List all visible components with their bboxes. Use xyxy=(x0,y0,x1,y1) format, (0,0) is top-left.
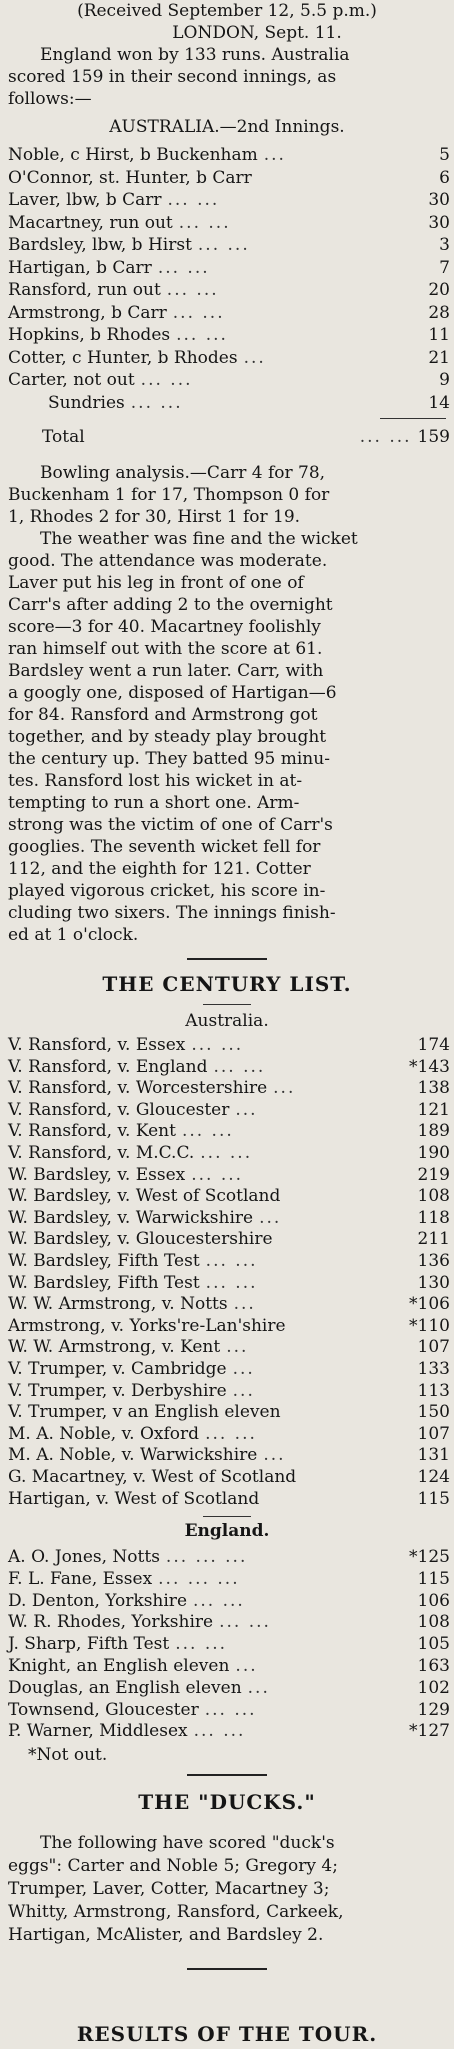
score-value: 118 xyxy=(417,1207,450,1228)
score-row xyxy=(0,1250,454,1272)
score-value: 190 xyxy=(417,1143,450,1163)
player-entry: Cotter, c Hunter, b Rhodes xyxy=(8,347,238,368)
score-row xyxy=(0,234,454,256)
score-row xyxy=(0,1056,454,1078)
report-line: score—3 for 40. Macartney foolishly xyxy=(8,617,321,637)
score-value: 30 xyxy=(428,190,450,210)
score-value: 108 xyxy=(417,1186,450,1207)
ducks-line: Trumper, Laver, Cotter, Macartney 3; xyxy=(8,1879,330,1899)
player-entry: Armstrong, v. Yorks're-Lan'shire xyxy=(8,1315,286,1336)
received-line: (Received September 12, 5.5 p.m.) xyxy=(77,1,377,21)
ducks-line: Hartigan, McAlister, and Bardsley 2. xyxy=(8,1925,324,1945)
leader-dots: ... xyxy=(232,1359,255,1379)
score-row xyxy=(0,347,454,369)
score-row xyxy=(0,1611,454,1633)
leader-dots: ... ... xyxy=(205,1423,257,1444)
not-out-note: *Not out. xyxy=(28,1745,108,1765)
player-entry: V. Ransford, v. Gloucester xyxy=(8,1099,230,1120)
leader-dots: ... ... ... xyxy=(165,1547,248,1567)
report-line: 1, Rhodes 2 for 30, Hirst 1 for 19. xyxy=(8,507,301,527)
score-value: 14 xyxy=(428,392,450,413)
score-value: 105 xyxy=(417,1634,450,1655)
score-row xyxy=(0,302,454,324)
report-line: cluding two sixers. The innings finish- xyxy=(8,903,336,923)
section-rule xyxy=(187,1968,267,1970)
player-entry: Hartigan, b Carr xyxy=(8,257,152,278)
section-rule xyxy=(187,1774,267,1776)
player-entry: Hopkins, b Rhodes xyxy=(8,325,171,345)
score-row xyxy=(0,1546,454,1568)
score-value: *110 xyxy=(409,1315,450,1336)
score-row xyxy=(0,1293,454,1315)
score-value: 174 xyxy=(417,1035,450,1055)
score-value: 115 xyxy=(417,1568,450,1589)
score-value: 136 xyxy=(417,1251,450,1271)
player-entry: Noble, c Hirst, b Buckenham xyxy=(8,145,258,165)
player-entry: Hartigan, v. West of Scotland xyxy=(8,1488,260,1509)
total-dots: ... ... xyxy=(359,427,412,447)
player-entry: W. W. Armstrong, v. Kent xyxy=(8,1337,221,1358)
report-line: the century up. They batted 95 minu- xyxy=(8,749,330,769)
leader-dots: ... xyxy=(243,347,266,368)
score-value: 115 xyxy=(417,1488,450,1509)
score-value: 106 xyxy=(417,1590,450,1611)
report-line: good. The attendance was moderate. xyxy=(8,551,328,571)
report-line: a googly one, disposed of Hartigan—6 xyxy=(8,683,337,703)
report-line: Laver put his leg in front of one of xyxy=(8,573,304,593)
score-value: 211 xyxy=(417,1229,450,1250)
score-value: *125 xyxy=(409,1547,450,1567)
score-row xyxy=(0,1272,454,1294)
subsection-rule xyxy=(203,1004,251,1005)
score-value: 20 xyxy=(428,280,450,300)
leader-dots: ... xyxy=(263,145,286,165)
leader-dots: ... ... xyxy=(140,370,193,390)
player-entry: M. A. Noble, v. Oxford xyxy=(8,1423,200,1444)
score-row xyxy=(0,1077,454,1099)
score-value: 150 xyxy=(417,1402,450,1423)
report-line: together, and by steady play brought xyxy=(8,727,327,747)
score-row xyxy=(0,167,454,189)
section-rule xyxy=(187,958,267,960)
score-value: 21 xyxy=(428,347,450,368)
leader-dots: ... xyxy=(235,1656,258,1676)
score-value: 138 xyxy=(417,1078,450,1099)
score-row xyxy=(0,279,454,301)
score-row xyxy=(0,189,454,211)
player-entry: A. O. Jones, Notts xyxy=(8,1547,160,1567)
player-entry: V. Ransford, v. Essex xyxy=(8,1035,186,1055)
report-line: Bowling analysis.—Carr 4 for 78, xyxy=(40,463,326,483)
ducks-line: The following have scored "duck's xyxy=(40,1833,335,1853)
player-entry: M. A. Noble, v. Warwickshire xyxy=(8,1445,258,1466)
player-entry: Douglas, an English eleven xyxy=(8,1677,242,1698)
leader-dots: ... ... ... xyxy=(158,1568,240,1589)
leader-dots: ... xyxy=(263,1445,286,1466)
score-value: *143 xyxy=(409,1056,450,1077)
leader-dots: ... xyxy=(259,1207,282,1228)
ducks-line: eggs": Carter and Noble 5; Gregory 4; xyxy=(8,1856,338,1876)
intro-line: England won by 133 runs. Australia xyxy=(40,45,350,65)
player-entry: V. Trumper, v. Derbyshire xyxy=(8,1380,227,1401)
score-value: 28 xyxy=(428,302,450,323)
century-heading: THE CENTURY LIST. xyxy=(102,972,352,996)
player-entry: F. L. Fane, Essex xyxy=(8,1568,153,1589)
report-line: Bardsley went a run later. Carr, with xyxy=(8,661,324,681)
report-line: Buckenham 1 for 17, Thompson 0 for xyxy=(8,485,330,505)
player-entry: V. Ransford, v. Kent xyxy=(8,1121,176,1142)
score-row xyxy=(0,1185,454,1207)
score-row xyxy=(0,212,454,234)
score-value: 30 xyxy=(428,212,450,233)
total-rule xyxy=(380,418,446,419)
score-row xyxy=(0,1444,454,1466)
innings-heading: AUSTRALIA.—2nd Innings. xyxy=(109,117,345,137)
score-value: 133 xyxy=(417,1359,450,1379)
score-row xyxy=(0,1488,454,1510)
score-value: 124 xyxy=(417,1467,450,1487)
score-row xyxy=(0,1590,454,1612)
total-label: Total xyxy=(42,427,85,447)
player-entry: J. Sharp, Fifth Test xyxy=(8,1634,170,1655)
leader-dots: ... ... xyxy=(219,1612,271,1633)
leader-dots: ... ... xyxy=(205,1251,258,1271)
score-value: 102 xyxy=(417,1677,450,1698)
score-value: 11 xyxy=(428,325,450,345)
leader-dots: ... ... xyxy=(193,1590,245,1611)
score-row xyxy=(0,1120,454,1142)
leader-dots: ... ... xyxy=(204,1699,257,1720)
player-entry: W. Bardsley, Fifth Test xyxy=(8,1272,200,1293)
report-line: strong was the victim of one of Carr's xyxy=(8,815,333,835)
report-line: googlies. The seventh wicket fell for xyxy=(8,837,321,857)
player-entry: W. Bardsley, v. Warwickshire xyxy=(8,1207,254,1228)
score-value: 121 xyxy=(417,1099,450,1120)
score-row xyxy=(0,144,454,166)
score-value: 131 xyxy=(417,1445,450,1466)
player-entry: Townsend, Gloucester xyxy=(8,1699,199,1720)
score-value: 189 xyxy=(417,1121,450,1142)
player-entry: Bardsley, lbw, b Hirst xyxy=(8,235,192,255)
score-value: 7 xyxy=(439,257,450,278)
player-entry: O'Connor, st. Hunter, b Carr xyxy=(8,167,252,188)
score-value: 113 xyxy=(417,1380,450,1401)
score-value: *106 xyxy=(409,1294,450,1315)
score-row xyxy=(0,1677,454,1699)
leader-dots: ... ... xyxy=(205,1272,258,1293)
player-entry: W. R. Rhodes, Yorkshire xyxy=(8,1612,214,1633)
australia-heading: Australia. xyxy=(185,1011,269,1031)
intro-line: follows:— xyxy=(8,89,92,109)
leader-dots: ... xyxy=(235,1099,258,1120)
report-line: Carr's after adding 2 to the overnight xyxy=(8,595,333,615)
leader-dots: ... ... xyxy=(191,1035,244,1055)
leader-dots: ... ... xyxy=(191,1164,244,1185)
leader-dots: ... xyxy=(247,1677,270,1698)
score-row xyxy=(0,1099,454,1121)
leader-dots: ... ... xyxy=(172,302,225,323)
report-line: tempting to run a short one. Arm- xyxy=(8,793,300,813)
score-value: *127 xyxy=(409,1721,450,1742)
ducks-line: Whitty, Armstrong, Ransford, Carkeek, xyxy=(8,1902,344,1922)
player-entry: W. Bardsley, v. Essex xyxy=(8,1164,186,1185)
score-value: 129 xyxy=(417,1699,450,1720)
score-value: 6 xyxy=(439,167,450,188)
score-row xyxy=(0,1720,454,1742)
score-value: 130 xyxy=(417,1272,450,1293)
score-row xyxy=(0,1164,454,1186)
player-entry: V. Ransford, v. England xyxy=(8,1056,208,1077)
player-entry: Armstrong, b Carr xyxy=(8,302,167,323)
leader-dots: ... ... xyxy=(157,257,210,278)
score-row xyxy=(0,1401,454,1423)
player-entry: Macartney, run out xyxy=(8,212,173,233)
leader-dots: ... ... xyxy=(181,1121,234,1142)
score-row xyxy=(0,1358,454,1380)
leader-dots: ... ... xyxy=(178,212,231,233)
player-entry: Sundries xyxy=(48,392,125,413)
score-row xyxy=(0,1336,454,1358)
score-value: 163 xyxy=(417,1656,450,1676)
score-row xyxy=(0,1568,454,1590)
player-entry: V. Trumper, v an English eleven xyxy=(8,1402,281,1423)
report-line: The weather was fine and the wicket xyxy=(40,529,358,549)
leader-dots: ... xyxy=(232,1380,255,1401)
score-row xyxy=(0,257,454,279)
report-line: ed at 1 o'clock. xyxy=(8,925,139,945)
score-value: 107 xyxy=(417,1337,450,1358)
england-heading: England. xyxy=(184,1521,270,1541)
player-entry: V. Ransford, v. M.C.C. xyxy=(8,1143,195,1163)
leader-dots: ... ... xyxy=(166,280,219,300)
score-row xyxy=(0,1207,454,1229)
player-entry: W. Bardsley, v. West of Scotland xyxy=(8,1186,281,1207)
leader-dots: ... xyxy=(226,1337,249,1358)
score-row xyxy=(0,369,454,391)
score-row xyxy=(0,1699,454,1721)
leader-dots: ... ... xyxy=(200,1143,253,1163)
player-entry: Laver, lbw, b Carr xyxy=(8,190,162,210)
score-row xyxy=(0,1034,454,1056)
score-row xyxy=(0,324,454,346)
score-value: 5 xyxy=(439,145,450,165)
total-row xyxy=(0,426,454,448)
player-entry: Ransford, run out xyxy=(8,280,161,300)
score-row xyxy=(0,1655,454,1677)
score-row xyxy=(0,1380,454,1402)
score-value: 9 xyxy=(439,370,450,390)
leader-dots: ... ... xyxy=(176,325,228,345)
report-line: tes. Ransford lost his wicket in at- xyxy=(8,771,303,791)
leader-dots: ... xyxy=(273,1078,296,1099)
score-row xyxy=(0,1633,454,1655)
score-value: 108 xyxy=(417,1612,450,1633)
player-entry: D. Denton, Yorkshire xyxy=(8,1590,187,1611)
player-entry: P. Warner, Middlesex xyxy=(8,1721,188,1742)
leader-dots: ... ... xyxy=(213,1056,266,1077)
score-row xyxy=(0,1142,454,1164)
score-row xyxy=(0,1423,454,1445)
leader-dots: ... ... xyxy=(175,1634,228,1655)
report-line: ran himself out with the score at 61. xyxy=(8,639,323,659)
total-score: 159 xyxy=(417,427,450,447)
player-entry: V. Trumper, v. Cambridge xyxy=(8,1359,227,1379)
ducks-heading: THE "DUCKS." xyxy=(138,1790,316,1814)
score-row xyxy=(0,1228,454,1250)
intro-line: scored 159 in their second innings, as xyxy=(8,67,337,87)
player-entry: V. Ransford, v. Worcestershire xyxy=(8,1078,268,1099)
player-entry: Knight, an English eleven xyxy=(8,1656,230,1676)
player-entry: W. Bardsley, Fifth Test xyxy=(8,1251,200,1271)
leader-dots: ... ... xyxy=(193,1721,246,1742)
leader-dots: ... ... xyxy=(197,235,250,255)
player-entry: W. Bardsley, v. Gloucestershire xyxy=(8,1229,273,1250)
report-line: 112, and the eighth for 121. Cotter xyxy=(8,859,311,879)
player-entry: W. W. Armstrong, v. Notts xyxy=(8,1294,228,1315)
score-row xyxy=(0,392,454,414)
leader-dots: ... ... xyxy=(167,190,220,210)
score-value: 3 xyxy=(439,235,450,255)
player-entry: G. Macartney, v. West of Scotland xyxy=(8,1467,297,1487)
leader-dots: ... ... xyxy=(130,392,183,413)
score-value: 107 xyxy=(417,1423,450,1444)
subsection-rule xyxy=(203,1516,251,1517)
score-value: 219 xyxy=(417,1164,450,1185)
dateline: LONDON, Sept. 11. xyxy=(172,23,342,43)
score-row xyxy=(0,1315,454,1337)
player-entry: Carter, not out xyxy=(8,370,135,390)
leader-dots: ... xyxy=(233,1294,256,1315)
results-heading: RESULTS OF THE TOUR. xyxy=(76,2022,378,2046)
report-line: played vigorous cricket, his score in- xyxy=(8,881,326,901)
score-row xyxy=(0,1466,454,1488)
report-line: for 84. Ransford and Armstrong got xyxy=(8,705,318,725)
